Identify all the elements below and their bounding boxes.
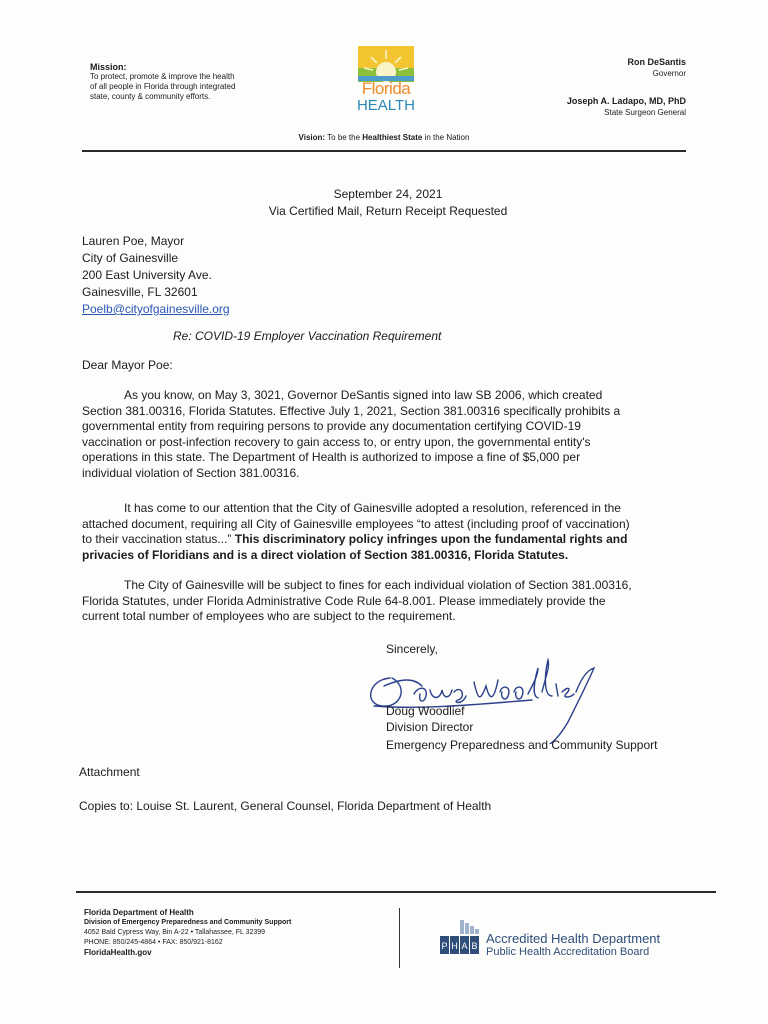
- footer-address: 4052 Bald Cypress Way, Bin A-22 • Tallahassee, FL 32399: [84, 929, 266, 936]
- p3-line: current total number of employees who are subject to the requirement.: [82, 609, 456, 623]
- p2-bold-line: privacies of Floridians and is a direct violation of Section 381.00316, Florida Statutes.: [82, 547, 569, 562]
- footer-phone: PHONE: 850/245-4864 • FAX: 850/921-8162: [84, 939, 223, 946]
- governor-block: [627, 57, 686, 79]
- p1-line: individual violation of Section 381.00316.: [82, 465, 300, 480]
- mission-line: To protect, promote & improve the health: [90, 72, 235, 81]
- p1-line: operations in this state. The Department of Health is authorized to impose a fine of $5,000 per: [82, 450, 581, 464]
- accreditation-board: Public Health Accreditation Board: [486, 946, 650, 958]
- mission-line: of all people in Florida through integrated: [90, 82, 236, 91]
- footer-division: Division of Emergency Preparedness and Community Support: [84, 919, 292, 926]
- footer-separator: [399, 908, 400, 968]
- vision-text: To be the: [327, 133, 363, 142]
- recipient-email-link[interactable]: Poelb@cityofgainesville.org: [82, 302, 230, 316]
- p1-line: governmental entity from requiring persons to provide any documentation certifying COVID-19: [82, 419, 581, 433]
- salutation: Dear Mayor Poe:: [82, 358, 173, 372]
- phab-letter: H: [451, 941, 458, 951]
- signer-name: Doug Woodlief: [386, 704, 465, 718]
- p2-line: It has come to our attention that the City of Gainesville adopted a resolution, referenced in the: [124, 501, 621, 515]
- p1-line: Section 381.00316, Florida Statutes. Effective July 1, 2021, Section 381.00316 specifically prohibits a: [82, 403, 621, 418]
- logo-text-florida: Florida: [361, 79, 411, 98]
- mission-title: Mission:: [90, 62, 127, 72]
- footer-contact: [84, 908, 291, 958]
- letter-date: September 24, 2021: [333, 187, 443, 201]
- vision-bold: Healthiest State: [362, 133, 423, 142]
- p2-bold: This discriminatory policy infringes upon the fundamental rights and: [234, 532, 628, 546]
- surgeon-general-title: State Surgeon General: [604, 108, 686, 117]
- paragraph-3: [82, 578, 694, 625]
- attachment-note: Attachment: [79, 765, 140, 779]
- paragraph-2: [82, 501, 694, 563]
- phab-logo: [440, 920, 480, 956]
- p3-line: The City of Gainesville will be subject to fines for each individual violation of Section 381.00316,: [124, 578, 632, 592]
- p2-plain: to their vaccination status...”: [82, 532, 235, 546]
- closing: Sincerely,: [386, 642, 438, 656]
- recipient-address: [82, 233, 230, 318]
- address-line: Gainesville, FL 32601: [82, 285, 198, 299]
- accreditation-title: Accredited Health Department: [486, 931, 661, 946]
- phab-letter: B: [471, 941, 478, 951]
- paragraph-1: [82, 388, 694, 481]
- p2-line: attached document, requiring all City of Gainesville employees “to attest (including proof of vaccination): [82, 516, 630, 531]
- vision-label: Vision:: [298, 133, 326, 142]
- footer-divider: [76, 891, 716, 893]
- address-line: 200 East University Ave.: [82, 268, 212, 282]
- vision-text-end: in the Nation: [422, 133, 470, 142]
- signer-title: Division Director: [386, 720, 474, 734]
- mission-line: state, county & community efforts.: [90, 92, 211, 101]
- phab-letter: P: [441, 941, 448, 951]
- header-divider: [82, 150, 686, 152]
- address-line: City of Gainesville: [82, 251, 179, 265]
- mission-statement: [90, 62, 260, 102]
- p2-line-3: [82, 532, 694, 548]
- logo-text-health: HEALTH: [356, 97, 416, 114]
- governor-name: Ron DeSantis: [627, 57, 686, 67]
- delivery-method: Via Certified Mail, Return Receipt Requested: [268, 204, 508, 218]
- surgeon-general-name: Joseph A. Ladapo, MD, PhD: [566, 96, 686, 106]
- footer-website-link[interactable]: FloridaHealth.gov: [84, 948, 152, 957]
- copies-to: Copies to: Louise St. Laurent, General Counsel, Florida Department of Health: [79, 799, 492, 813]
- p3-line: Florida Statutes, under Florida Administrative Code Rule 64-8.001. Please immediately provide the: [82, 593, 606, 608]
- footer-org: Florida Department of Health: [84, 908, 194, 917]
- subject-line: Re: COVID-19 Employer Vaccination Requirement: [173, 329, 442, 343]
- phab-letter: A: [461, 941, 468, 951]
- signer-office: Emergency Preparedness and Community Support: [386, 738, 658, 752]
- p1-line: As you know, on May 3, 3021, Governor DeSantis signed into law SB 2006, which created: [124, 388, 603, 402]
- address-line: Lauren Poe, Mayor: [82, 234, 185, 248]
- governor-title: Governor: [652, 69, 686, 78]
- p1-line: vaccination or post-infection recovery to gain access to, or entry upon, the governmental entity's: [82, 434, 591, 449]
- vision-statement: [0, 133, 768, 142]
- surgeon-general-block: [567, 96, 686, 118]
